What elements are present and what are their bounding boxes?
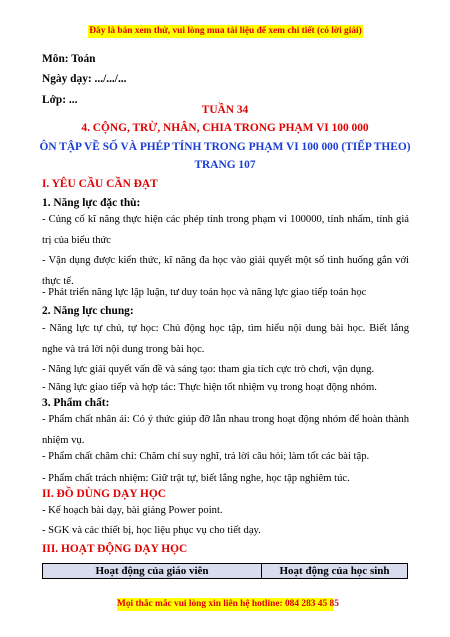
section-activities-heading: III. HOẠT ĐỘNG DẠY HỌC <box>42 543 188 555</box>
page-reference: TRANG 107 <box>194 159 256 171</box>
section-materials-heading: II. ĐỒ DÙNG DẠY HỌC <box>42 488 166 500</box>
activities-table <box>42 563 408 579</box>
general-competence-heading: 2. Năng lực chung: <box>42 305 134 317</box>
lesson-title: 4. CỘNG, TRỪ, NHÂN, CHIA TRONG PHẠM VI 100 000 <box>81 122 369 134</box>
list-item: - Vận dụng được kiến thức, kĩ năng đa học vào giải quyết một số tình huống gắn với thực tế. <box>42 255 409 287</box>
week-title: TUẦN 34 <box>201 104 249 116</box>
preview-banner: Đây là bản xem thử, vui lòng mua tài liệu để xem chi tiết (có lời giải) <box>89 26 362 36</box>
list-item: - SGK và các thiết bị, học liệu phục vụ cho tiết dạy. <box>42 525 261 536</box>
list-item: - Củng cố kĩ năng thực hiện các phép tính trong phạm vi 100000, tính nhẩm, tính giá trị của biểu thức <box>42 214 409 246</box>
section-requirements-heading: I. YÊU CẦU CẦN ĐẠT <box>42 178 158 190</box>
lesson-subtitle: ÔN TẬP VỀ SỐ VÀ PHÉP TÍNH TRONG PHẠM VI 100 000 (TIẾP THEO) <box>39 141 411 153</box>
date-line: Ngày dạy: .../.../... <box>42 73 127 85</box>
subject-line: Môn: Toán <box>42 53 96 65</box>
qualities-heading: 3. Phẩm chất: <box>42 397 110 409</box>
list-item: - Phẩm chất trách nhiệm: Giữ trật tự, biết lắng nghe, học tập nghiêm túc. <box>42 473 350 484</box>
list-item: - Năng lực giải quyết vấn đề và sáng tạo: tham gia tích cực trò chơi, vận dụng. <box>42 364 375 375</box>
class-line: Lớp: ... <box>42 94 78 106</box>
table-header-teacher: Hoạt động của giáo viên <box>43 564 262 578</box>
list-item: - Phát triển năng lực lập luận, tư duy toán học và năng lực giao tiếp toán học <box>42 287 367 298</box>
list-item: - Phẩm chất chăm chỉ: Chăm chỉ suy nghĩ, trả lời câu hỏi; làm tốt các bài tập. <box>42 451 370 462</box>
hotline-footer: Mọi thắc mắc vui lòng xin liên hệ hotline: 084 283 45 85 <box>117 599 339 609</box>
list-item: - Phẩm chất nhân ái: Có ý thức giúp đỡ lẫn nhau trong hoạt động nhóm để hoàn thành nhiệm vụ. <box>42 414 409 446</box>
table-header-student: Hoạt động của học sinh <box>279 565 390 577</box>
list-item: - Năng lực giao tiếp và hợp tác: Thực hiện tốt nhiệm vụ trong hoạt động nhóm. <box>42 382 377 393</box>
list-item: - Kế hoạch bài dạy, bài giảng Power point. <box>42 505 223 516</box>
specific-competence-heading: 1. Năng lực đặc thù: <box>42 197 141 209</box>
list-item: - Năng lực tự chủ, tự học: Chủ động học tập, tìm hiểu nội dung bài học. Biết lắng nghe và trả lời nội dung trong bài học. <box>42 323 409 355</box>
